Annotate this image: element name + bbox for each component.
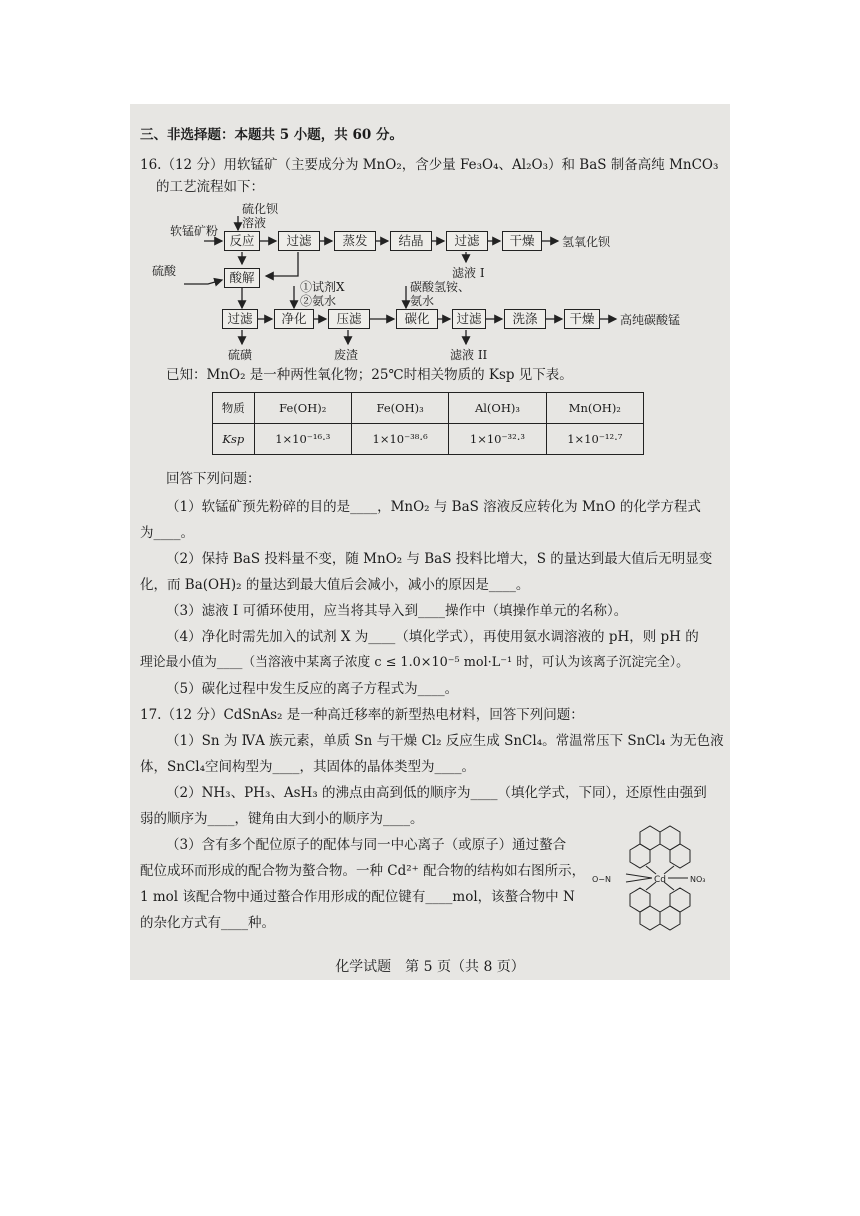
step-filter-1: 过滤 [278, 231, 320, 251]
q16-p5: （5）碳化过程中发生反应的离子方程式为____。 [166, 681, 459, 697]
step-filter-2: 过滤 [446, 231, 488, 251]
nitrate-right-label: NO₃ [690, 875, 706, 884]
q16-known: 已知：MnO₂ 是一种两性氧化物；25℃时相关物质的 Ksp 见下表。 [166, 367, 573, 383]
q16-p1-line2: 为____。 [140, 525, 194, 541]
q17-p3-line4: 的杂化方式有____种。 [140, 915, 275, 931]
step-filter-4: 过滤 [452, 309, 486, 329]
output-mnco3: 高纯碳酸锰 [620, 313, 681, 327]
q16-p1-line1: （1）软锰矿预先粉碎的目的是____，MnO₂ 与 BaS 溶液反应转化为 MnO 的化学方程式 [166, 499, 701, 515]
ksp-header-cell: Fe(OH)₂ [254, 393, 351, 424]
q17-p3-line1: （3）含有多个配位原子的配体与同一中心离子（或原子）通过螯合 [166, 837, 567, 853]
q16-p2-line1: （2）保持 BaS 投料量不变，随 MnO₂ 与 BaS 投料比增大，S 的量达到最大值后无明显变 [166, 551, 713, 567]
output-sulfur: 硫磺 [228, 348, 253, 362]
q16-p3: （3）滤液 I 可循环使用，应当将其导入到____操作中（填操作单元的名称）。 [166, 603, 628, 619]
q17-p2-line2: 弱的顺序为____，键角由大到小的顺序为____。 [140, 811, 424, 827]
page-footer: 化学试题 第 5 页（共 8 页） [335, 959, 525, 975]
step-dry-2: 干燥 [564, 309, 600, 329]
ksp-value-cell: 1×10⁻¹²·⁷ [546, 424, 643, 455]
step-filter-3: 过滤 [222, 309, 258, 329]
q17-p1-line1: （1）Sn 为 ⅣA 族元素，单质 Sn 与干燥 Cl₂ 反应生成 SnCl₄。常温常压下 SnCl₄ 为无色液 [166, 733, 724, 749]
step-crystallize: 结晶 [390, 231, 432, 251]
q17-p2-line1: （2）NH₃、PH₃、AsH₃ 的沸点由高到低的顺序为____（填化学式，下同），还原性由强到 [166, 785, 707, 801]
reagent-x-label: ①试剂X [300, 280, 345, 294]
exam-page [130, 104, 730, 980]
q17-p3-line3: 1 mol 该配合物中通过螯合作用形成的配位键有____mol，该螯合物中 N [140, 889, 575, 905]
output-waste: 废渣 [334, 348, 359, 362]
ksp-header-cell: Al(OH)₃ [449, 393, 546, 424]
q17-p1-line2: 体，SnCl₄空间构型为____，其固体的晶体类型为____。 [140, 759, 476, 775]
ksp-row-label: Ksp [213, 424, 255, 455]
filtrate-1-label: 滤液 I [452, 266, 485, 280]
ksp-value-cell: 1×10⁻³²·³ [449, 424, 546, 455]
step-press-filter: 压滤 [328, 309, 370, 329]
section-title: 三、非选择题：本题共 5 小题，共 60 分。 [140, 127, 403, 143]
nitrate-left-label: O−N [592, 875, 611, 884]
q16-p2-line2: 化，而 Ba(OH)₂ 的量达到最大值后会减小，减小的原因是____。 [140, 577, 530, 593]
step-wash: 洗涤 [504, 309, 546, 329]
step-carbonize: 碳化 [396, 309, 438, 329]
input-ore-label: 软锰矿粉 [170, 224, 219, 238]
step-react: 反应 [224, 231, 260, 251]
input-bas-label: 硫化钡溶液 [242, 202, 279, 230]
ksp-header-cell: Mn(OH)₂ [546, 393, 643, 424]
q16-p4-line1: （4）净化时需先加入的试剂 X 为____（填化学式），再使用氨水调溶液的 pH，则 pH 的 [166, 629, 699, 645]
ksp-header-cell: Fe(OH)₃ [351, 393, 448, 424]
answer-prompt: 回答下列问题： [166, 471, 261, 487]
ksp-table-value-row [213, 424, 644, 455]
output-baoh2: 氢氧化钡 [562, 235, 611, 249]
step-acid-dissolve: 酸解 [224, 268, 260, 288]
cd-center-label: Cd [654, 875, 666, 885]
q17-stem: 17.（12 分）CdSnAs₂ 是一种高迁移率的新型热电材料，回答下列问题： [140, 707, 584, 723]
ksp-table-header-row [213, 393, 644, 424]
ksp-value-cell: 1×10⁻¹⁶·³ [254, 424, 351, 455]
q17-p3-line2: 配位成环而形成的配合物为螯合物。一种 Cd²⁺ 配合物的结构如右图所示， [140, 863, 586, 879]
reagent-nh3-label: ②氨水 [300, 294, 337, 308]
step-evaporate: 蒸发 [334, 231, 376, 251]
q16-p4-line2: 理论最小值为____（当溶液中某离子浓度 c ≤ 1.0×10⁻⁵ mol·L⁻¹ 时，可认为该离子沉淀完全）。 [140, 655, 689, 670]
q16-stem-line2: 的工艺流程如下： [156, 179, 264, 195]
ksp-table [212, 392, 644, 455]
input-acid-label: 硫酸 [152, 264, 177, 278]
reagent-carbonate-label: 碳酸氢铵、氨水 [410, 280, 471, 308]
ksp-value-cell: 1×10⁻³⁸·⁶ [351, 424, 448, 455]
filtrate-2-label: 滤液 II [450, 348, 488, 362]
q16-stem-line1: 16.（12 分）用软锰矿（主要成分为 MnO₂，含少量 Fe₃O₄、Al₂O₃）和 BaS 制备高纯 MnCO₃ [140, 157, 719, 173]
cd-complex-structure [590, 822, 730, 938]
ksp-header-cell: 物质 [213, 393, 255, 424]
step-purify: 净化 [274, 309, 314, 329]
step-dry-1: 干燥 [502, 231, 542, 251]
